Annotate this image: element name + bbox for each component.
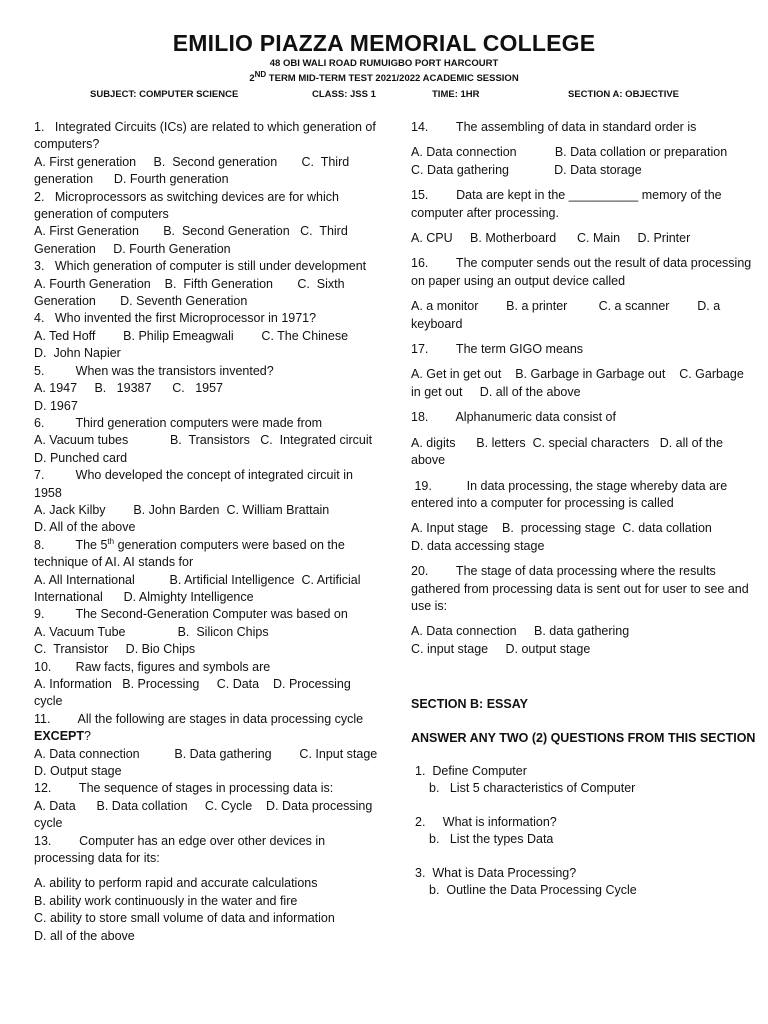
term-suffix: ND: [254, 69, 267, 79]
spacer: [411, 358, 756, 366]
subject-label: SUBJECT: COMPUTER SCIENCE: [90, 89, 239, 100]
question-15-options: A. CPU B. Motherboard C. Main D. Printer: [411, 231, 691, 246]
essay-question-3b: b. Outline the Data Processing Cycle: [429, 883, 637, 897]
left-column: [34, 119, 382, 945]
test-title: [0, 69, 768, 84]
essay-question-2b: b. List the types Data: [429, 832, 554, 847]
class-label: CLASS: JSS 1: [312, 89, 376, 100]
question-14: 14. The assembling of data in standard order is: [411, 120, 697, 134]
spacer: [411, 470, 756, 478]
question-3-options: A. Fourth Generation B. Fifth Generation C. Sixth Generation D. Seventh Generation: [34, 276, 349, 309]
question-6-option-d: D. Punched card: [34, 450, 128, 465]
spacer: [411, 714, 756, 730]
section-b-title: SECTION B: ESSAY: [411, 697, 528, 712]
question-2: 2. Microprocessors as switching devices are for which generation of computers: [34, 189, 343, 222]
question-17-options: A. Get in get out B. Garbage in Garbage out C. Garbage in get out D. all of the above: [411, 367, 748, 399]
question-6-options: A. Vacuum tubes B. Transistors C. Integrated circuit: [34, 433, 373, 448]
term-number: 2: [249, 73, 255, 84]
question-19: 19. In data processing, the stage whereby data are entered into a computer for processing is called: [411, 478, 731, 510]
term-description: TERM MID-TERM TEST 2021/2022 ACADEMIC SESSION: [266, 73, 519, 84]
essay-question-3: 3. What is Data Processing?: [415, 865, 577, 880]
question-13: 13. Computer has an edge over other devices in processing data for its:: [34, 833, 329, 866]
question-8-start: 8. The 5: [34, 537, 108, 552]
question-11: [34, 711, 382, 746]
question-12-options: A. Data B. Data collation C. Cycle D. Data processing cycle: [34, 798, 376, 831]
question-1: 1. Integrated Circuits (ICs) are related to which generation of computers?: [34, 120, 380, 152]
question-5-option-d: D. 1967: [34, 398, 78, 413]
question-5: 5. When was the transistors invented?: [34, 363, 274, 378]
question-8-superscript: th: [107, 536, 115, 546]
spacer: [411, 222, 756, 230]
question-19-options: A. Input stage B. processing stage C. data collation D. data accessing stage: [411, 521, 712, 553]
question-4-option-d: D. John Napier: [34, 346, 121, 361]
spacer: [411, 747, 756, 763]
question-8-options: A. All International B. Artificial Intelligence C. Artificial International D. Almighty Intelligence: [34, 572, 365, 604]
spacer: [411, 512, 756, 520]
question-16-options: A. a monitor B. a printer C. a scanner D. a keyboard: [411, 299, 724, 331]
question-16: 16. The computer sends out the result of data processing on paper using an output device called: [411, 256, 755, 288]
spacer: [34, 867, 382, 875]
college-address: 48 OBI WALI ROAD RUMUIGBO PORT HARCOURT: [269, 58, 499, 69]
spacer: [411, 615, 756, 623]
question-18-options: A. digits B. letters C. special characters D. all of the above: [411, 435, 727, 468]
question-7: 7. Who developed the concept of integrated circuit in 1958: [34, 468, 357, 500]
question-18: 18. Alphanumeric data consist of: [411, 410, 616, 425]
question-6: 6. Third generation computers were made from: [34, 415, 323, 430]
question-9-options-cd: C. Transistor D. Bio Chips: [34, 642, 196, 657]
question-13-option-b: B. ability work continuously in the water and fire: [34, 893, 298, 908]
question-11-option-d: D. Output stage: [34, 764, 122, 779]
spacer: [411, 136, 756, 144]
question-11-except: EXCEPT: [34, 729, 85, 744]
spacer: [411, 798, 756, 814]
section-a-label: SECTION A: OBJECTIVE: [568, 89, 680, 100]
question-14-options: A. Data connection B. Data collation or preparation C. Data gathering D. Data storage: [411, 145, 728, 177]
essay-question-2: 2. What is information?: [415, 814, 557, 829]
question-7-options: A. Jack Kilby B. John Barden C. William Brattain: [34, 502, 330, 517]
time-label: TIME: 1HR: [432, 89, 480, 100]
question-9-options: A. Vacuum Tube B. Silicon Chips: [34, 624, 269, 639]
spacer: [411, 658, 756, 696]
question-10: 10. Raw facts, figures and symbols are: [34, 659, 271, 674]
essay-question-1: 1. Define Computer: [415, 763, 527, 778]
question-20-options: A. Data connection B. data gathering C. input stage D. output stage: [411, 624, 630, 656]
spacer: [411, 179, 756, 187]
question-9: 9. The Second-Generation Computer was based on: [34, 607, 348, 622]
question-2-options: A. First Generation B. Second Generation C. Third Generation D. Fourth Generation: [34, 224, 352, 256]
question-8: [34, 537, 382, 572]
college-name: EMILIO PIAZZA MEMORIAL COLLEGE: [172, 30, 596, 56]
question-1-options: A. First generation B. Second generation C. Third generation D. Fourth generation: [34, 154, 353, 187]
question-17: 17. The term GIGO means: [411, 342, 584, 357]
question-5-options: A. 1947 B. 19387 C. 1957: [34, 381, 224, 396]
section-b-instruction: ANSWER ANY TWO (2) QUESTIONS FROM THIS SECTION: [411, 730, 756, 745]
right-column: [411, 119, 756, 899]
spacer: [411, 849, 756, 865]
question-12: 12. The sequence of stages in processing data is:: [34, 781, 334, 796]
question-13-option-c: C. ability to store small volume of data and information: [34, 911, 335, 926]
question-4-options: A. Ted Hoff B. Philip Emeagwali C. The Chinese: [34, 328, 349, 343]
question-20: 20. The stage of data processing where the results gathered from processing data is sent out for user to see and use is:: [411, 564, 753, 613]
question-7-option-d: D. All of the above: [34, 520, 136, 535]
question-11-start: 11. All the following are stages in data processing cycle: [34, 711, 367, 726]
question-15: 15. Data are kept in the __________ memory of the computer after processing.: [411, 188, 726, 220]
question-11-options: A. Data connection B. Data gathering C. Input stage: [34, 746, 378, 761]
essay-question-1b: b. List 5 characteristics of Computer: [429, 781, 636, 796]
spacer: [411, 427, 756, 435]
question-3: 3. Which generation of computer is still under development: [34, 259, 367, 274]
spacer: [411, 401, 756, 409]
question-11-end: ?: [84, 729, 91, 744]
question-8-end: generation computers were based on the technique of AI. AI stands for: [34, 537, 349, 570]
spacer: [411, 555, 756, 563]
question-13-option-a: A. ability to perform rapid and accurate calculations: [34, 876, 318, 891]
spacer: [411, 247, 756, 255]
question-13-option-d: D. all of the above: [34, 928, 135, 943]
question-4: 4. Who invented the first Microprocessor in 1971?: [34, 311, 317, 326]
spacer: [411, 290, 756, 298]
spacer: [411, 333, 756, 341]
question-10-options: A. Information B. Processing C. Data D. Processing cycle: [34, 677, 355, 709]
